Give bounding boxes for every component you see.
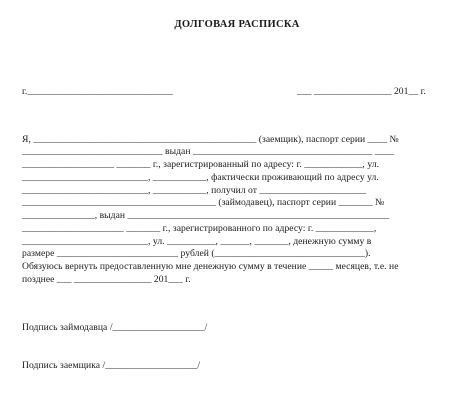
body-line: ________________________________________ (займодавец), паспорт серии _______ № <box>22 197 385 208</box>
body-line: Обязуюсь вернуть предоставленную мне денежную сумму в течение _____ месяцев, т.е. не <box>22 261 399 272</box>
body-line: _______________, выдан ______________________________________________________ <box>22 210 390 221</box>
body-line: __________________________, ___________, фактически проживающий по адресу ул. <box>22 172 379 183</box>
body-line: позднее ___ ________________ 201___ г. <box>22 274 191 285</box>
body-line: __________________________, ул. __________, ______, _______, денежную сумму в <box>22 236 372 247</box>
body-line: размере _________________________ рублей (_______________________________). <box>22 248 371 259</box>
borrower-signature-line: Подпись заемщика /___________________/ <box>22 360 201 371</box>
document-title: ДОЛГОВАЯ РАСПИСКА <box>174 19 300 30</box>
body-line: ___________________ _______ г., зарегистрированный по адресу: г. ____________, ул. <box>22 159 380 170</box>
place-line: г.______________________________ <box>22 86 173 97</box>
date-line: ___ ________________ 201__ г. <box>296 86 426 97</box>
body-line: Я, ______________________________________________ (заемщик), паспорт серии ____ № <box>22 134 399 145</box>
lender-signature-line: Подпись займодавца /___________________/ <box>22 322 208 333</box>
body-line: __________________________, ___________, получил от ______________________ <box>22 185 367 196</box>
body-line: _____________________________ выдан _____________________________________ ____ <box>22 146 395 157</box>
body-line: _____________________ _______ г., зарегистрированного по адресу: г. ____________, <box>22 223 377 234</box>
